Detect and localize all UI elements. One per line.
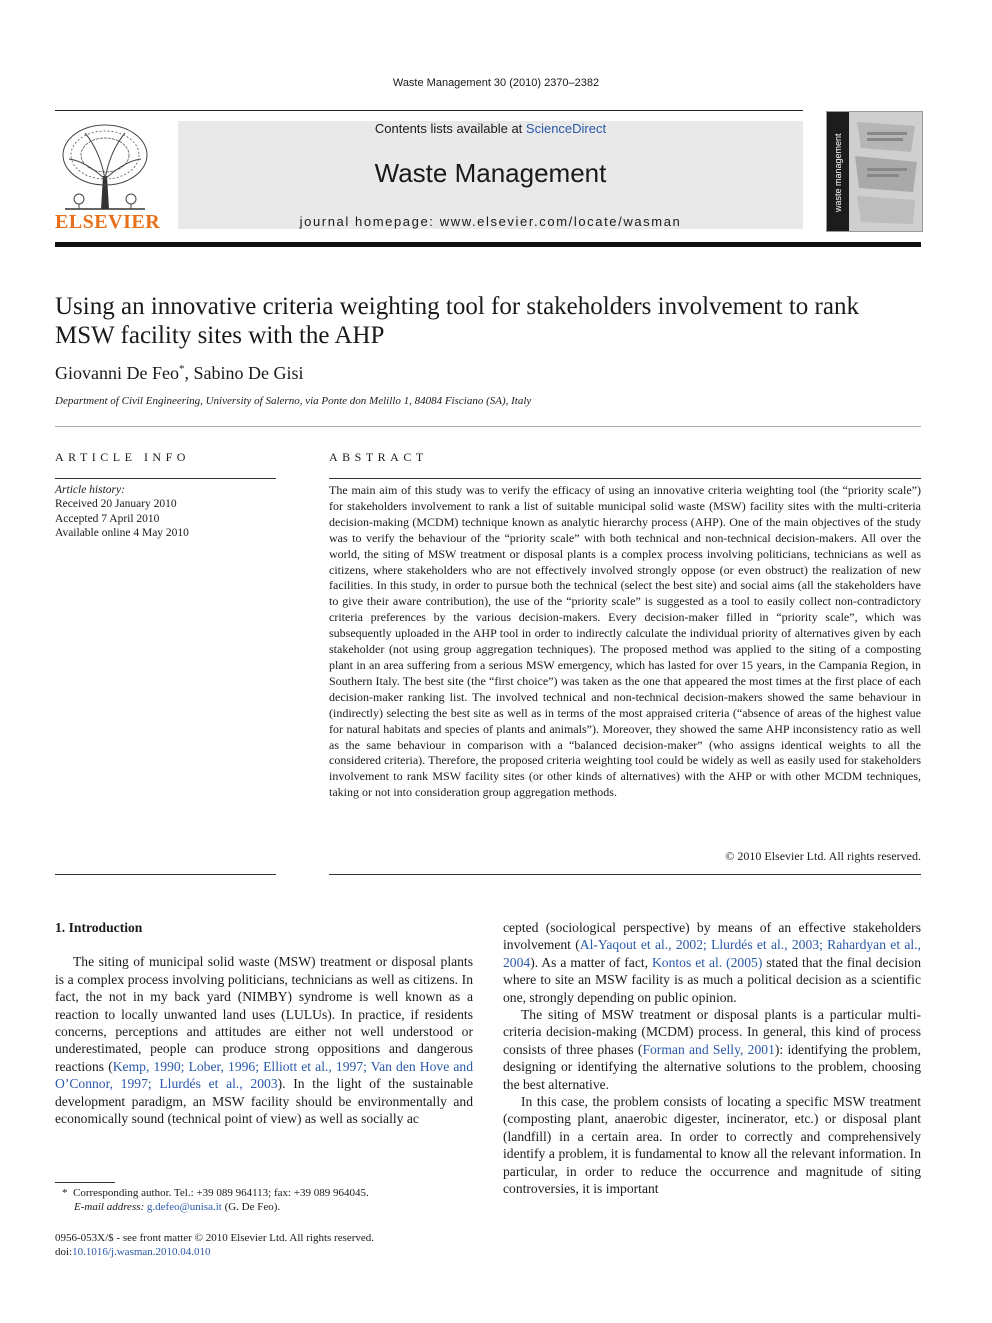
header-rule (55, 110, 803, 111)
contents-line (178, 121, 803, 136)
footnote (55, 1186, 473, 1214)
journal-reference: Waste Management 30 (2010) 2370–2382 (392, 77, 600, 89)
text-run: ): identifying the problem, designing or identifying the alternative solutions to the problem, choosing the best alternative. (503, 1041, 921, 1092)
body-column-right (503, 919, 921, 1198)
email-suffix: (G. De Feo). (221, 1201, 281, 1214)
citation-link[interactable]: Forman and Selly, 2001 (642, 1041, 775, 1057)
text-run: stated that the final decision where to site an MSW facility is as much a political decision as a scientific one, strongly depending on public opinion. (503, 954, 921, 1005)
contents-prefix: Contents lists available at (374, 121, 526, 136)
history-received: Received 20 January 2010 (55, 498, 177, 511)
footnote-text: Corresponding author. Tel.: +39 089 964113; fax: +39 089 964045. (73, 1187, 369, 1199)
front-matter (55, 1231, 495, 1259)
doi-link[interactable]: 10.1016/j.wasman.2010.04.010 (72, 1246, 211, 1258)
paragraph: In this case, the problem consists of locating a specific MSW treatment (composting plant, anaerobic digester, incinerator, etc.) or disposal plant (landfill) in a certain area. In order to correctly and comprehensively identify a problem, it is fundamental to know all the relevant information. In particular, in order to reduce the occurrence and magnitude of siting controversies, it is important (503, 1094, 921, 1197)
abstract-text: The main aim of this study was to verify the efficacy of using an innovative criteria weighting tool (the “priority scale”) for stakeholders involvement to rank a list of suitable municipal solid waste (MSW) facility sites with the multi-criteria decision-making (MCDM) technique known as analytic hierarchy process (AHP). One of the main objectives of the study was to verify the behaviour of the “priority scale” with both technical and non-technical decision-makers. All over the world, the siting of MSW treatment or disposal plants is a complex process involving politicians, technicians as well as citizens, where stakeholders who are not effectively involved strongly oppose (or even obstruct) the realization of new facilities. In this study, in order to pursue both the technical (select the best site) and social aims (all the stakeholders have to give their aware contribution), the use of the “priority scale” is suggested as a tool to easily collect non-contradictory criteria preferences by the various decision-makers. Every decision-maker filled in “priority scale”, which was subsequently uploaded in the AHP tool in order to indirectly calculate the individual priority of alternatives given by each stakeholder (not using group aggregation techniques). The proposed method was applied to the siting of a composting plant in an area suffering from a serious MSW emergency, which has lasted for over 15 years, in the Campania Region, in Southern Italy. The best site (the “first choice”) was taken as the one that appeared the most times at the first place of each decision-maker ranking list. The involved technical and non-technical decision-makers showed the same behaviour in (indirectly) selecting the best site as well as in terms of the most appraised criteria (“absence of areas of the highest value for natural habitats and species of plants and animals”). Moreover, they showed the same AHP inconsistency ratio as well as the same behaviour in comparison with a “balanced decision-maker” (who assigns identical weights to all the considered criteria). Therefore, the proposed criteria weighting tool could be widely as well as easily used for stakeholders involvement to rank MSW facility sites (or other kinds of alternatives) with the AHP or with other MCDM techniques, taking or not into consideration group aggregation methods. (329, 483, 921, 800)
journal-cover-image[interactable] (826, 111, 923, 232)
footnote-corresponding (55, 1186, 473, 1200)
history-online: Available online 4 May 2010 (55, 526, 189, 539)
divider (55, 874, 276, 875)
article-title: Using an innovative criteria weighting tool for stakeholders involvement to rank MSW facility sites with the AHP (55, 293, 859, 349)
journal-name: Waste Management (374, 158, 607, 188)
footnote-mark: * (62, 1187, 68, 1199)
text-run: cepted (sociological perspective) by means of an effective stakeholders involvement ( (503, 920, 921, 953)
body-column-left (55, 919, 473, 1127)
affiliation: Department of Civil Engineering, University of Salerno, via Ponte don Melillo 1, 84084 Fisciano (SA), Italy (55, 395, 532, 407)
divider (329, 874, 921, 875)
paragraph (55, 953, 473, 1127)
divider (329, 478, 921, 479)
email-link[interactable]: g.defeo@unisa.it (146, 1201, 222, 1214)
doi-line (55, 1245, 495, 1259)
section-heading: 1. Introduction (55, 920, 143, 935)
text-run: ). In the light of the sustainable development paradigm, an MSW facility should be environmentally and economically sound (technical point of view) as well as socially ac (55, 1076, 473, 1127)
citation-link[interactable]: Al-Yaqout et al., 2002; Llurdés et al., 2003; Rahardyan et al., 2004 (503, 937, 921, 970)
header-thick-rule (55, 242, 921, 247)
text-run: The siting of municipal solid waste (MSW) treatment or disposal plants is a complex process involving politicians, technicians as well as citizens. In fact, the not in my back yard (NIMBY) syndrome is well known as a reaction to locally unwanted land uses (LULUs). In practice, if residents concerns, perceptions and attitudes are either not well understood or underestimated, people can produce strong oppositions and dangerous reactions ( (55, 954, 473, 1074)
article-info-heading: ARTICLE INFO (55, 450, 190, 464)
corresponding-mark[interactable]: * (178, 363, 185, 375)
journal-homepage[interactable]: journal homepage: www.elsevier.com/locate/wasman (299, 214, 682, 229)
elsevier-tree-icon (55, 121, 155, 213)
divider (55, 426, 921, 427)
cover-art-icon (827, 112, 922, 231)
footnote-rule (55, 1182, 115, 1183)
doi-prefix: doi: (55, 1246, 73, 1258)
elsevier-wordmark: ELSEVIER (55, 211, 161, 233)
email-label: E-mail address: (74, 1201, 147, 1214)
abstract-heading: ABSTRACT (329, 450, 428, 464)
divider (55, 478, 276, 479)
history-accepted: Accepted 7 April 2010 (55, 512, 160, 525)
article-history (55, 483, 276, 540)
footnote-email (55, 1200, 473, 1214)
author-separator: , (184, 363, 194, 383)
text-run: The siting of MSW treatment or disposal plants is a particular multi-criteria decision-making (MCDM) process. In general, this kind of process consists of three phases ( (503, 1007, 921, 1057)
abstract-copyright: © 2010 Elsevier Ltd. All rights reserved. (725, 849, 921, 863)
issn-line: 0956-053X/$ - see front matter © 2010 Elsevier Ltd. All rights reserved. (55, 1232, 375, 1244)
history-label: Article history: (55, 484, 125, 496)
citation-link[interactable]: Kemp, 1990; Lober, 1996; Elliott et al., 1997; Van den Hove and O’Connor, 1997; Llurdés et al., 2003 (55, 1058, 474, 1092)
author-name[interactable]: Giovanni De Feo (55, 363, 179, 383)
sciencedirect-link[interactable]: ScienceDirect (525, 121, 607, 136)
paragraph (503, 919, 921, 1006)
paragraph (503, 1006, 921, 1093)
author-name[interactable]: Sabino De Gisi (193, 363, 304, 383)
text-run: ). As a matter of fact, (530, 954, 652, 970)
cover-spine-text: waste management (833, 133, 843, 212)
author-list (55, 363, 921, 384)
citation-link[interactable]: Kontos et al. (2005) (651, 954, 763, 970)
